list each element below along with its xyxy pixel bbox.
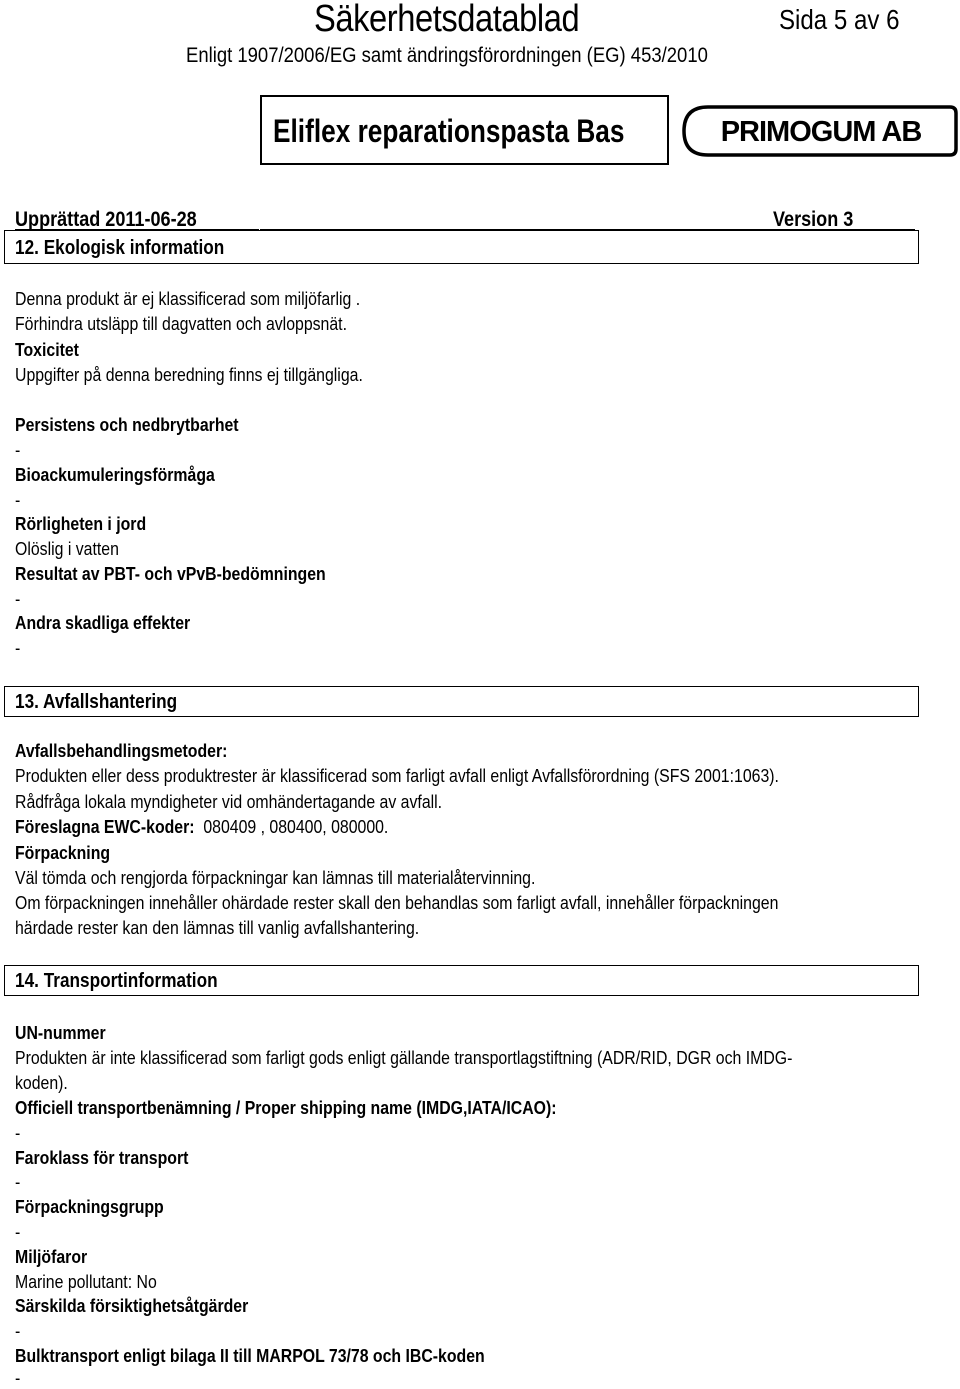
logo-text: PRIMOGUM AB [720, 116, 922, 148]
sec12-dash: - [15, 638, 21, 658]
sec12-dash: - [15, 440, 21, 460]
sec12-line: Denna produkt är ej klassificerad som miljöfarlig . [15, 289, 361, 309]
ewc-codes: 080409 , 080400, 080000. [203, 817, 389, 837]
sec14-dash: - [15, 1172, 21, 1192]
sec12-line: Förhindra utsläpp till dagvatten och avloppsnät. [15, 314, 347, 334]
sec12-heading: Toxicitet [15, 340, 79, 360]
waste-consult-text: Rådfråga lokala myndigheter vid omhändertagande av avfall. [15, 792, 443, 812]
waste-methods-label: Avfallsbehandlingsmetoder: [15, 741, 228, 761]
sec14-heading: Miljöfaror [15, 1247, 88, 1267]
sec12-heading: Persistens och nedbrytbarhet [15, 415, 239, 435]
sec12-heading: Resultat av PBT- och vPvB-bedömningen [15, 564, 326, 584]
sec14-line: Marine pollutant: No [15, 1272, 157, 1292]
page-number: Sida 5 av 6 [779, 4, 900, 35]
sec14-heading: Bulktransport enligt bilaga II till MARPOL 73/78 och IBC-koden [15, 1346, 485, 1366]
packaging-line: Om förpackningen innehåller ohärdade rester skall den behandlas som farligt avfall, innehåller förpackningen [15, 893, 779, 913]
sec14-heading: Officiell transportbenämning / Proper shipping name (IMDG,IATA/ICAO): [15, 1098, 557, 1118]
version-label: Version 3 [773, 208, 854, 231]
sec12-heading: Andra skadliga effekter [15, 613, 191, 633]
sec14-dash: - [15, 1321, 21, 1341]
established-date: Upprättad 2011-06-28 [15, 208, 197, 231]
sec14-line: koden). [15, 1073, 68, 1093]
packaging-label: Förpackning [15, 843, 111, 863]
section-14-title: 14. Transportinformation [15, 970, 218, 992]
sec14-dash: - [15, 1222, 21, 1242]
packaging-line: Väl tömda och rengjorda förpackningar kan lämnas till materialåtervinning. [15, 868, 536, 888]
sec12-dash: - [15, 490, 21, 510]
sec12-heading: Rörligheten i jord [15, 514, 147, 534]
sec14-heading: Förpackningsgrupp [15, 1197, 164, 1217]
regulation-subtitle: Enligt 1907/2006/EG samt ändringsförordningen (EG) 453/2010 [186, 44, 708, 67]
sec14-dash: - [15, 1368, 21, 1388]
sec14-heading: Faroklass för transport [15, 1148, 189, 1168]
sec14-heading: Särskilda försiktighetsåtgärder [15, 1296, 249, 1316]
sec12-line: Olöslig i vatten [15, 539, 119, 559]
section-13-title: 13. Avfallshantering [15, 691, 178, 713]
sec14-heading: UN-nummer [15, 1023, 106, 1043]
sec12-line: Uppgifter på denna beredning finns ej tillgängliga. [15, 365, 363, 385]
waste-methods-text: Produkten eller dess produktrester är klassificerad som farligt avfall enligt Avfallsförordning (SFS 2001:1063). [15, 766, 779, 786]
sec12-dash: - [15, 589, 21, 609]
packaging-line: härdade rester kan den lämnas till vanlig avfallshantering. [15, 918, 420, 938]
sec12-heading: Bioackumuleringsförmåga [15, 465, 215, 485]
ewc-label: Föreslagna EWC-koder: [15, 817, 195, 837]
ewc-codes-line [15, 817, 388, 838]
section-12-title: 12. Ekologisk information [15, 237, 225, 259]
sec14-dash: - [15, 1123, 21, 1143]
company-logo [680, 103, 958, 159]
product-name: Eliflex reparationspasta Bas [273, 113, 625, 149]
document-title: Säkerhetsdatablad [314, 0, 580, 40]
sec14-line: Produkten är inte klassificerad som farligt gods enligt gällande transportlagstiftning (ADR/RID, DGR och IMDG- [15, 1048, 793, 1068]
